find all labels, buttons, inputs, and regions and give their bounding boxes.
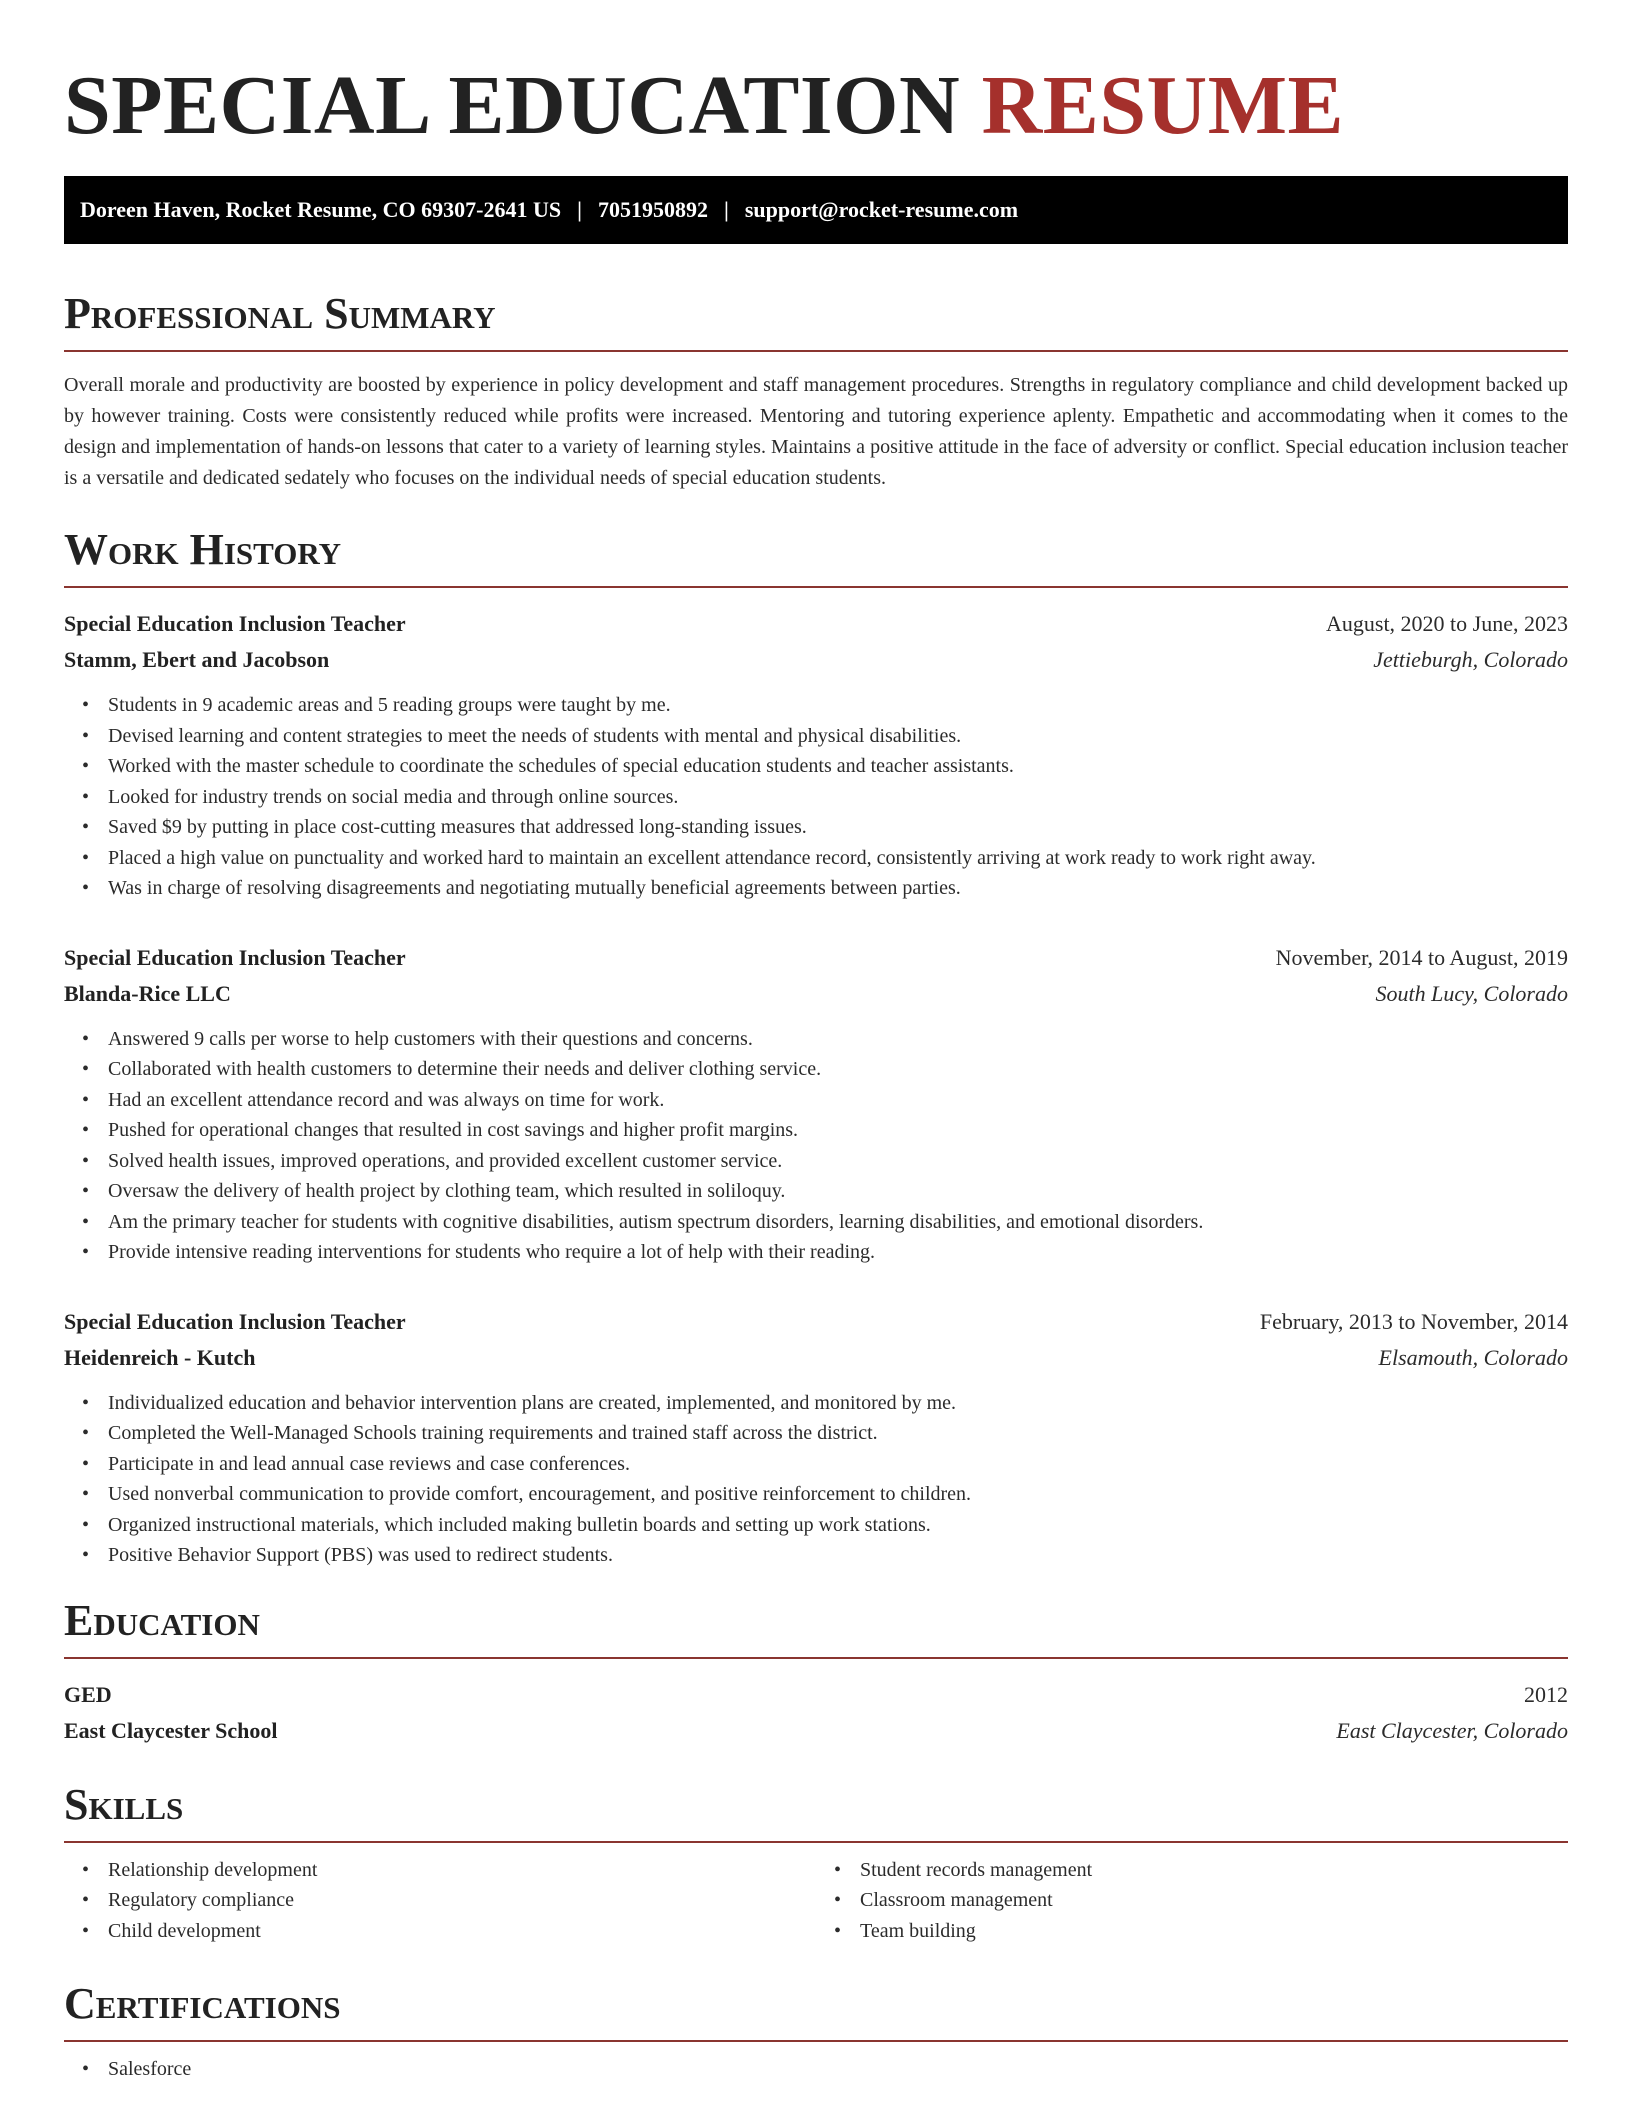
job-entry [64, 1304, 1568, 1571]
education-header [64, 1677, 1568, 1713]
job-title: Special Education Inclusion Teacher [64, 1308, 406, 1334]
job-subheader [64, 642, 1568, 678]
list-item: • Child development [108, 1916, 816, 1947]
list-item: • Individualized education and behavior intervention plans are created, implemented, and monitored by me. [108, 1388, 1568, 1419]
list-item: • Pushed for operational changes that resulted in cost savings and higher profit margins. [108, 1115, 1568, 1146]
list-item: • Positive Behavior Support (PBS) was used to redirect students. [108, 1540, 1568, 1571]
contact-address: Doreen Haven, Rocket Resume, CO 69307-2641 US [80, 197, 562, 222]
work-history-heading: Work History [64, 524, 1568, 588]
title-main: SPECIAL EDUCATION [64, 59, 961, 152]
job-bullets [64, 1388, 1568, 1571]
list-item: • Am the primary teacher for students with cognitive disabilities, autism spectrum disorders, learning disabilities, and emotional disorders. [108, 1207, 1568, 1238]
job-company: Blanda-Rice LLC [64, 980, 231, 1006]
title-accent: RESUME [981, 59, 1345, 152]
list-item: • Provide intensive reading interventions for students who require a lot of help with their reading. [108, 1237, 1568, 1268]
job-bullets [64, 1024, 1568, 1268]
job-dates: February, 2013 to November, 2014 [1259, 1308, 1568, 1334]
skills-grid [64, 1855, 1568, 1947]
job-entry [64, 606, 1568, 904]
summary-heading: Professional Summary [64, 288, 1568, 352]
education-heading: Education [64, 1595, 1568, 1659]
list-item: • Had an excellent attendance record and was always on time for work. [108, 1085, 1568, 1116]
list-item: • Participate in and lead annual case reviews and case conferences. [108, 1449, 1568, 1480]
list-item: • Answered 9 calls per worse to help customers with their questions and concerns. [108, 1024, 1568, 1055]
job-dates: November, 2014 to August, 2019 [1275, 944, 1568, 970]
job-subheader [64, 976, 1568, 1012]
skills-column-right [816, 1855, 1568, 1947]
contact-phone: 7051950892 [597, 197, 708, 222]
job-location: South Lucy, Colorado [1375, 980, 1568, 1006]
list-item: • Worked with the master schedule to coordinate the schedules of special education students and teacher assistants. [108, 751, 1568, 782]
education-location: East Claycester, Colorado [1336, 1717, 1568, 1743]
job-header [64, 940, 1568, 976]
job-title: Special Education Inclusion Teacher [64, 611, 406, 636]
job-title: Special Education Inclusion Teacher [64, 944, 406, 970]
education-school: East Claycester School [64, 1717, 278, 1743]
contact-separator: | [577, 197, 582, 222]
list-item: • Devised learning and content strategies to meet the needs of students with mental and physical disabilities. [108, 721, 1568, 752]
skills-heading: Skills [64, 1779, 1568, 1843]
list-item: • Relationship development [108, 1855, 816, 1886]
job-dates: August, 2020 to June, 2023 [1326, 611, 1568, 636]
list-item: • Oversaw the delivery of health project by clothing team, which resulted in soliloquy. [108, 1176, 1568, 1207]
contact-separator: | [723, 197, 729, 222]
list-item: • Was in charge of resolving disagreements and negotiating mutually beneficial agreements between parties. [108, 873, 1568, 904]
certifications-heading: Certifications [64, 1978, 1568, 2042]
job-bullets [64, 690, 1568, 904]
list-item: • Organized instructional materials, which included making bulletin boards and setting up work stations. [108, 1510, 1568, 1541]
list-item: • Placed a high value on punctuality and worked hard to maintain an excellent attendance record, consistently arriving at work ready to work right away. [108, 843, 1568, 874]
list-item: • Student records management [860, 1855, 1568, 1886]
list-item: • Completed the Well-Managed Schools training requirements and trained staff across the district. [108, 1418, 1568, 1449]
contact-email: support@rocket-resume.com [744, 197, 1019, 222]
education-entry [64, 1677, 1568, 1749]
resume-title [64, 56, 1568, 156]
job-company: Stamm, Ebert and Jacobson [64, 647, 330, 672]
list-item: • Classroom management [860, 1885, 1568, 1916]
summary-text: Overall morale and productivity are boosted by experience in policy development and staff management procedures. Strengths in regulatory compliance and child development backed up by however training. Costs were consistently reduced while profits were increased. Mentoring and tutoring experience aplenty. Empathetic and accommodating when it comes to the design and implementation of hands-on lessons that cater to a variety of learning styles. Maintains a positive attitude in the face of adversity or conflict. Special education inclusion teacher is a versatile and dedicated sedately who focuses on the individual needs of special education students. [64, 374, 1568, 489]
job-location: Elsamouth, Colorado [1378, 1344, 1568, 1370]
job-header [64, 606, 1568, 642]
certifications-list [64, 2054, 1568, 2085]
job-entry [64, 940, 1568, 1268]
list-item: • Students in 9 academic areas and 5 reading groups were taught by me. [108, 690, 1568, 721]
skills-column-left [64, 1855, 816, 1947]
contact-bar [64, 176, 1568, 244]
education-year: 2012 [1524, 1681, 1568, 1707]
job-header [64, 1304, 1568, 1340]
list-item: • Solved health issues, improved operations, and provided excellent customer service. [108, 1146, 1568, 1177]
list-item: • Salesforce [108, 2054, 1568, 2085]
list-item: • Used nonverbal communication to provide comfort, encouragement, and positive reinforcement to children. [108, 1479, 1568, 1510]
list-item: • Team building [860, 1916, 1568, 1947]
list-item: • Looked for industry trends on social media and through online sources. [108, 782, 1568, 813]
job-company: Heidenreich - Kutch [64, 1344, 256, 1370]
job-subheader [64, 1340, 1568, 1376]
education-degree: GED [64, 1681, 112, 1707]
list-item: • Collaborated with health customers to determine their needs and deliver clothing service. [108, 1054, 1568, 1085]
list-item: • Regulatory compliance [108, 1885, 816, 1916]
list-item: • Saved $9 by putting in place cost-cutting measures that addressed long-standing issues. [108, 812, 1568, 843]
job-location: Jettieburgh, Colorado [1373, 647, 1568, 672]
education-subheader [64, 1713, 1568, 1749]
